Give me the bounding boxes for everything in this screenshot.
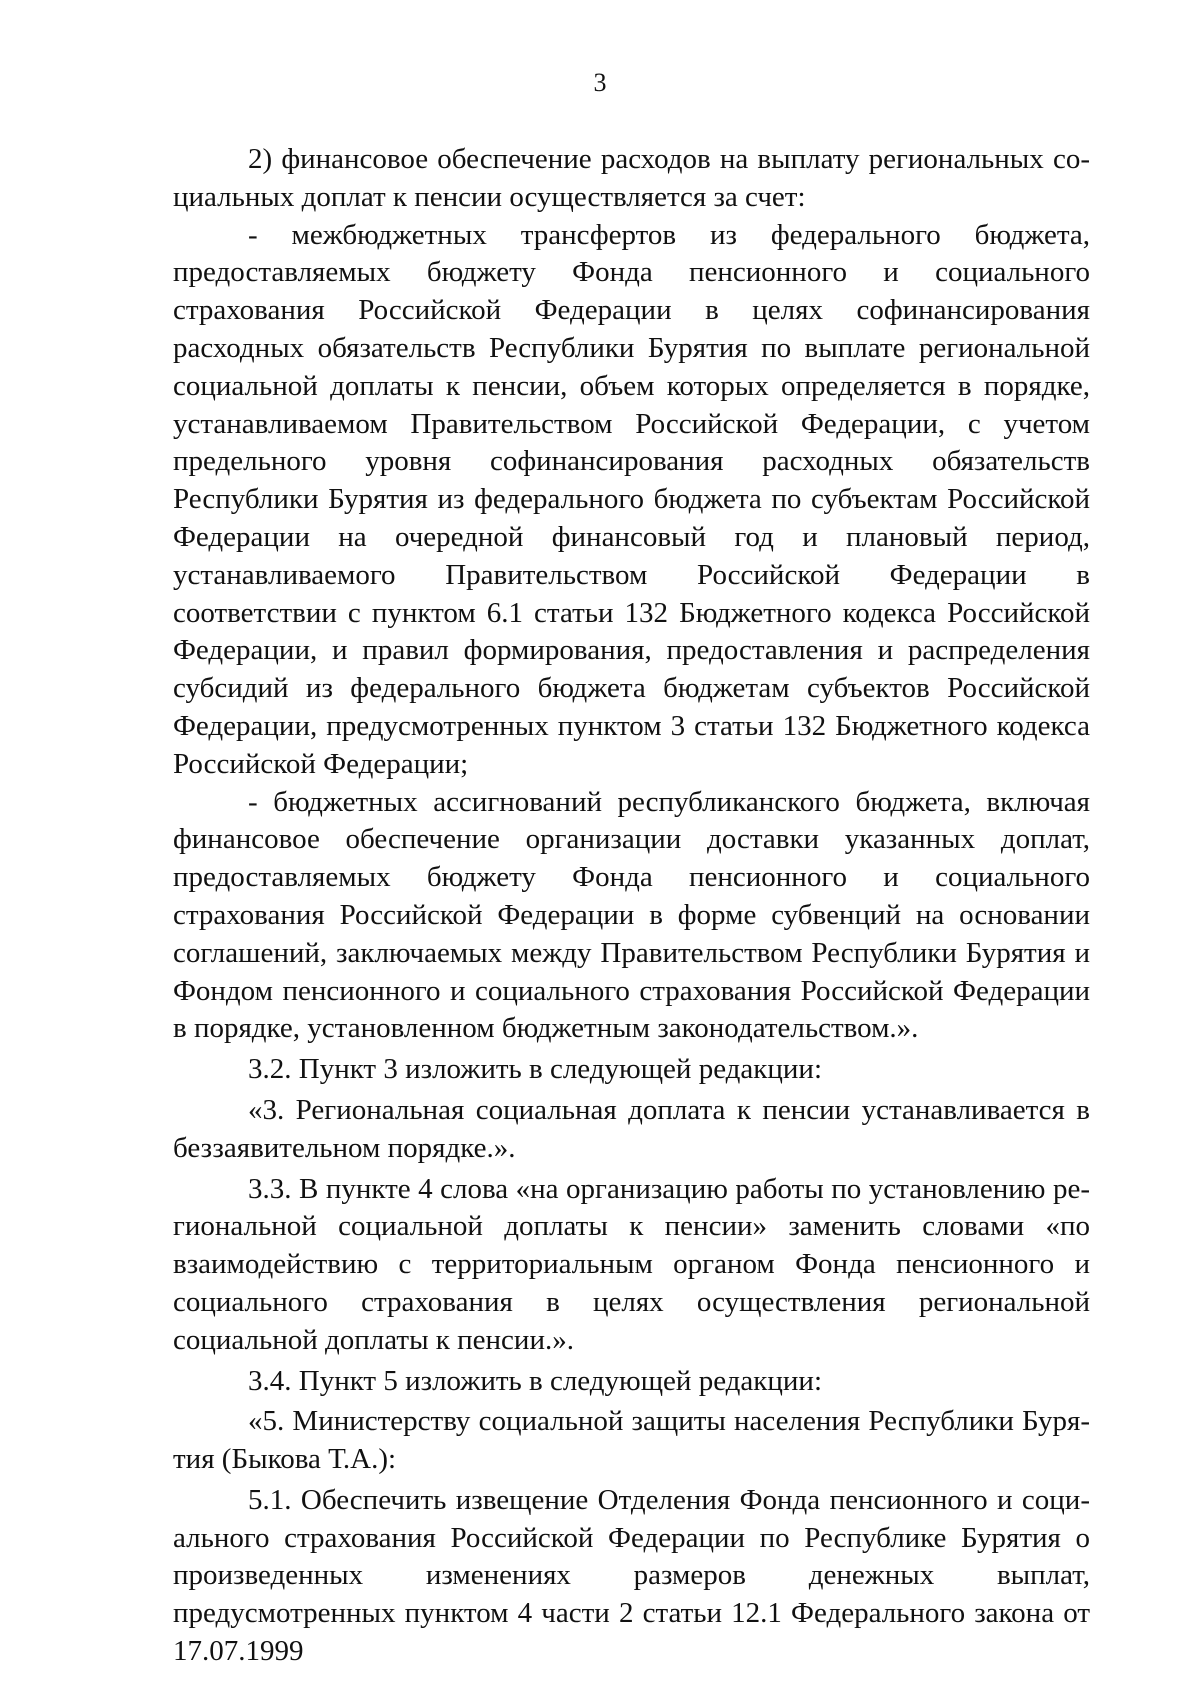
paragraph-financing-intro: 2) финансовое обеспечение расходов на выплату региональных социальных доплат к пенсии осуществляется за счет: bbox=[173, 143, 1090, 213]
paragraph-item-3-4: 3.4. Пункт 5 изложить в следующей редакции: bbox=[248, 1364, 823, 1397]
paragraph-republican-budget: - бюджетных ассигнований республиканского бюджета, включая финансовое обеспечение организации доставки указанных доплат, предоставляемых бюджету Фонда пенсионного и социального страхования Российской Федерации в форме субвенций на основании соглашений, заключаемых между Правительством Республики Бурятия и Фондом пенсионного и социального страхования Российской Федерации в порядке, установленном бюджетным законодательством.». bbox=[173, 785, 1090, 1045]
paragraph-item-3-2: 3.2. Пункт 3 изложить в следующей редакции: bbox=[248, 1053, 823, 1086]
paragraph-federal-transfers: - межбюджетных трансфертов из федерального бюджета, предоставляемых бюджету Фонда пенсионного и социального страхования Российской Федерации в целях софинансирования расходных обязательств Республики Бурятия по выплате региональной социальной доплаты к пенсии, объем которых определяется в порядке, устанавливаемом Правительством Российской Федерации, с учетом предельного уровня софинансирования расходных обязательств Республики Бурятия из федерального бюджета по субъектам Российской Федерации на очередной финансовый год и плановый период, устанавливаемого Правительством Российской Федерации в соответствии с пунктом 6.1 статьи 132 Бюджетного кодекса Российской Федерации, и правил формирования, предоставления и распределения субсидий из федерального бюджета бюджетам субъектов Российской Федерации, предусмотренных пунктом 3 статьи 132 Бюджетного кодекса Российской Федерации; bbox=[173, 218, 1090, 780]
paragraph-item-5-text: «5. Министерству социальной защиты населения Республики Бурятия (Быкова Т.А.): bbox=[173, 1405, 1090, 1476]
paragraph-item-5-1: 5.1. Обеспечить извещение Отделения Фонда пенсионного и социального страхования Российской Федерации по Республике Бурятия о произведенных изменениях размеров денежных выплат, предусмотренных пунктом 4 части 2 статьи 12.1 Федерального закона от 17.07.1999 bbox=[173, 1483, 1090, 1668]
paragraph-item-3-text: «3. Региональная социальная доплата к пенсии устанавливается в беззаявительном порядке.». bbox=[173, 1093, 1090, 1164]
document-body bbox=[173, 141, 1090, 1671]
page-number: 3 bbox=[593, 68, 607, 97]
paragraph-item-3-3: 3.3. В пункте 4 слова «на организацию работы по установлению региональной социальной доплаты к пенсии» заменить словами «по взаимодействию с территориальным органом Фонда пенсионного и социального страхования в целях осуществления региональной социальной доплаты к пенсии.». bbox=[173, 1172, 1090, 1356]
